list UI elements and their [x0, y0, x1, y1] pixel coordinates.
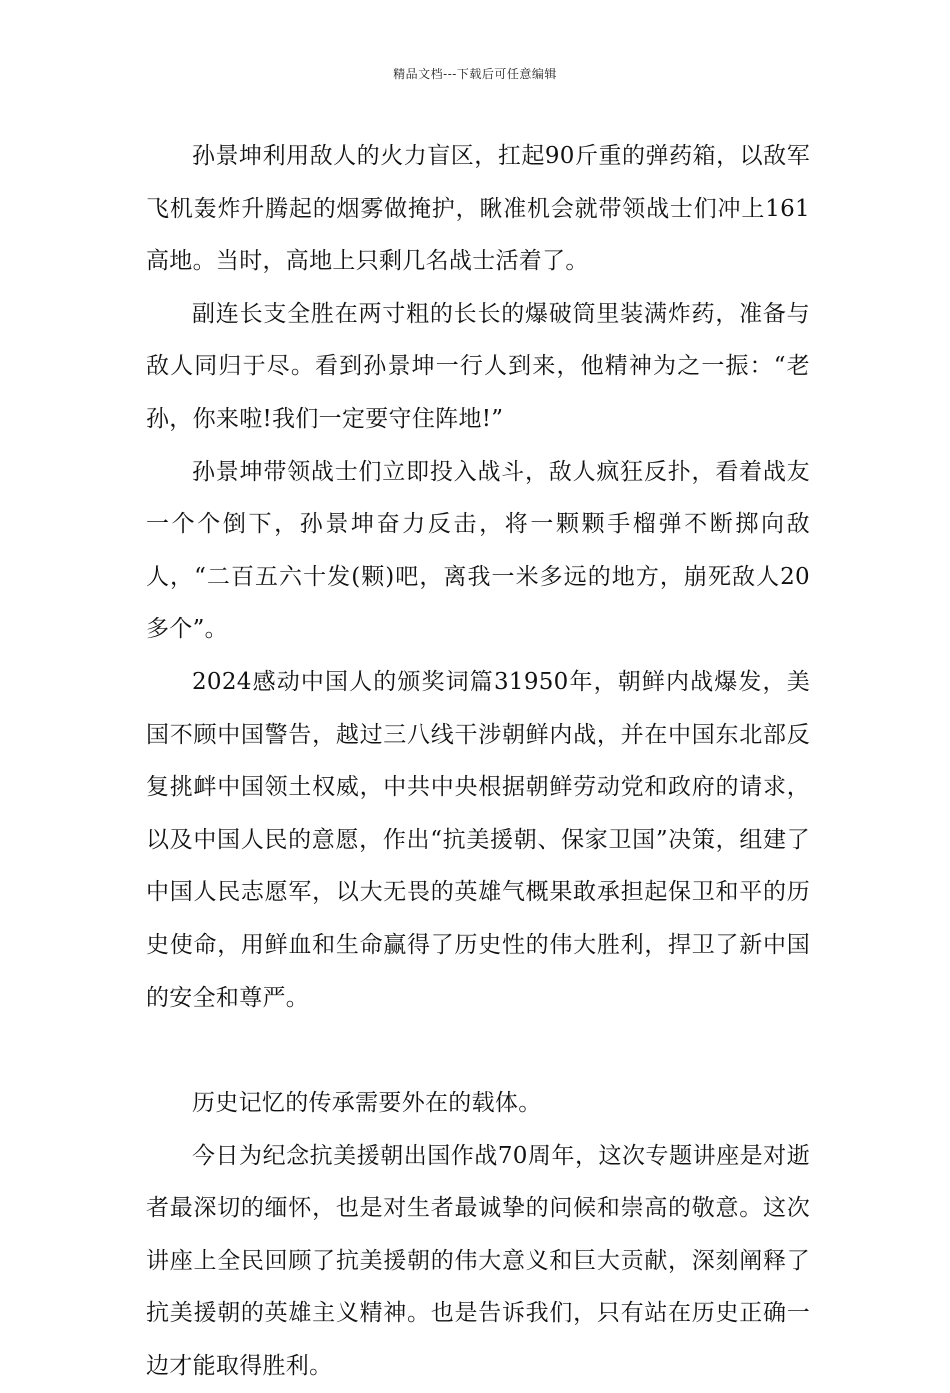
paragraph-3: 孙景坤带领战士们立即投入战斗，敌人疯狂反扑，看着战友一个个倒下，孙景坤奋力反击，将一颗颗手榴弹不断掷向敌人，“二百五六十发(颗)吧，离我一米多远的地方，崩死敌人20多个”。 [146, 458, 810, 643]
paragraph-spacer [146, 1024, 810, 1077]
paragraph-5: 历史记忆的传承需要外在的载体。 [192, 1090, 542, 1117]
paragraph-6: 今日为纪念抗美援朝出国作战70周年，这次专题讲座是对逝者最深切的缅怀，也是对生者最诚挚的问候和崇高的敬意。这次讲座上全民回顾了抗美援朝的伟大意义和巨大贡献，深刻阐释了抗美援朝的英雄主义精神。也是告诉我们，只有站在历史正确一边才能取得胜利。 [146, 1142, 810, 1380]
page-header: 精品文档---下载后可任意编辑 [393, 67, 557, 81]
paragraph-4: 2024感动中国人的颁奖词篇31950年，朝鲜内战爆发，美国不顾中国警告，越过三八线干涉朝鲜内战，并在中国东北部反复挑衅中国领土权威，中共中央根据朝鲜劳动党和政府的请求，以及中国人民的意愿，作出“抗美援朝、保家卫国”决策，组建了中国人民志愿军，以大无畏的英雄气概果敢承担起保卫和平的历史使命，用鲜血和生命赢得了历史性的伟大胜利，捍卫了新中国的安全和尊严。 [146, 668, 810, 1011]
document-body [146, 130, 810, 1393]
paragraph-2: 副连长支全胜在两寸粗的长长的爆破筒里装满炸药，准备与敌人同归于尽。看到孙景坤一行人到来，他精神为之一振：“老孙，你来啦!我们一定要守住阵地!” [146, 300, 810, 432]
paragraph-1: 孙景坤利用敌人的火力盲区，扛起90斤重的弹药箱，以敌军飞机轰炸升腾起的烟雾做掩护，瞅准机会就带领战士们冲上161高地。当时，高地上只剩几名战士活着了。 [146, 143, 810, 275]
